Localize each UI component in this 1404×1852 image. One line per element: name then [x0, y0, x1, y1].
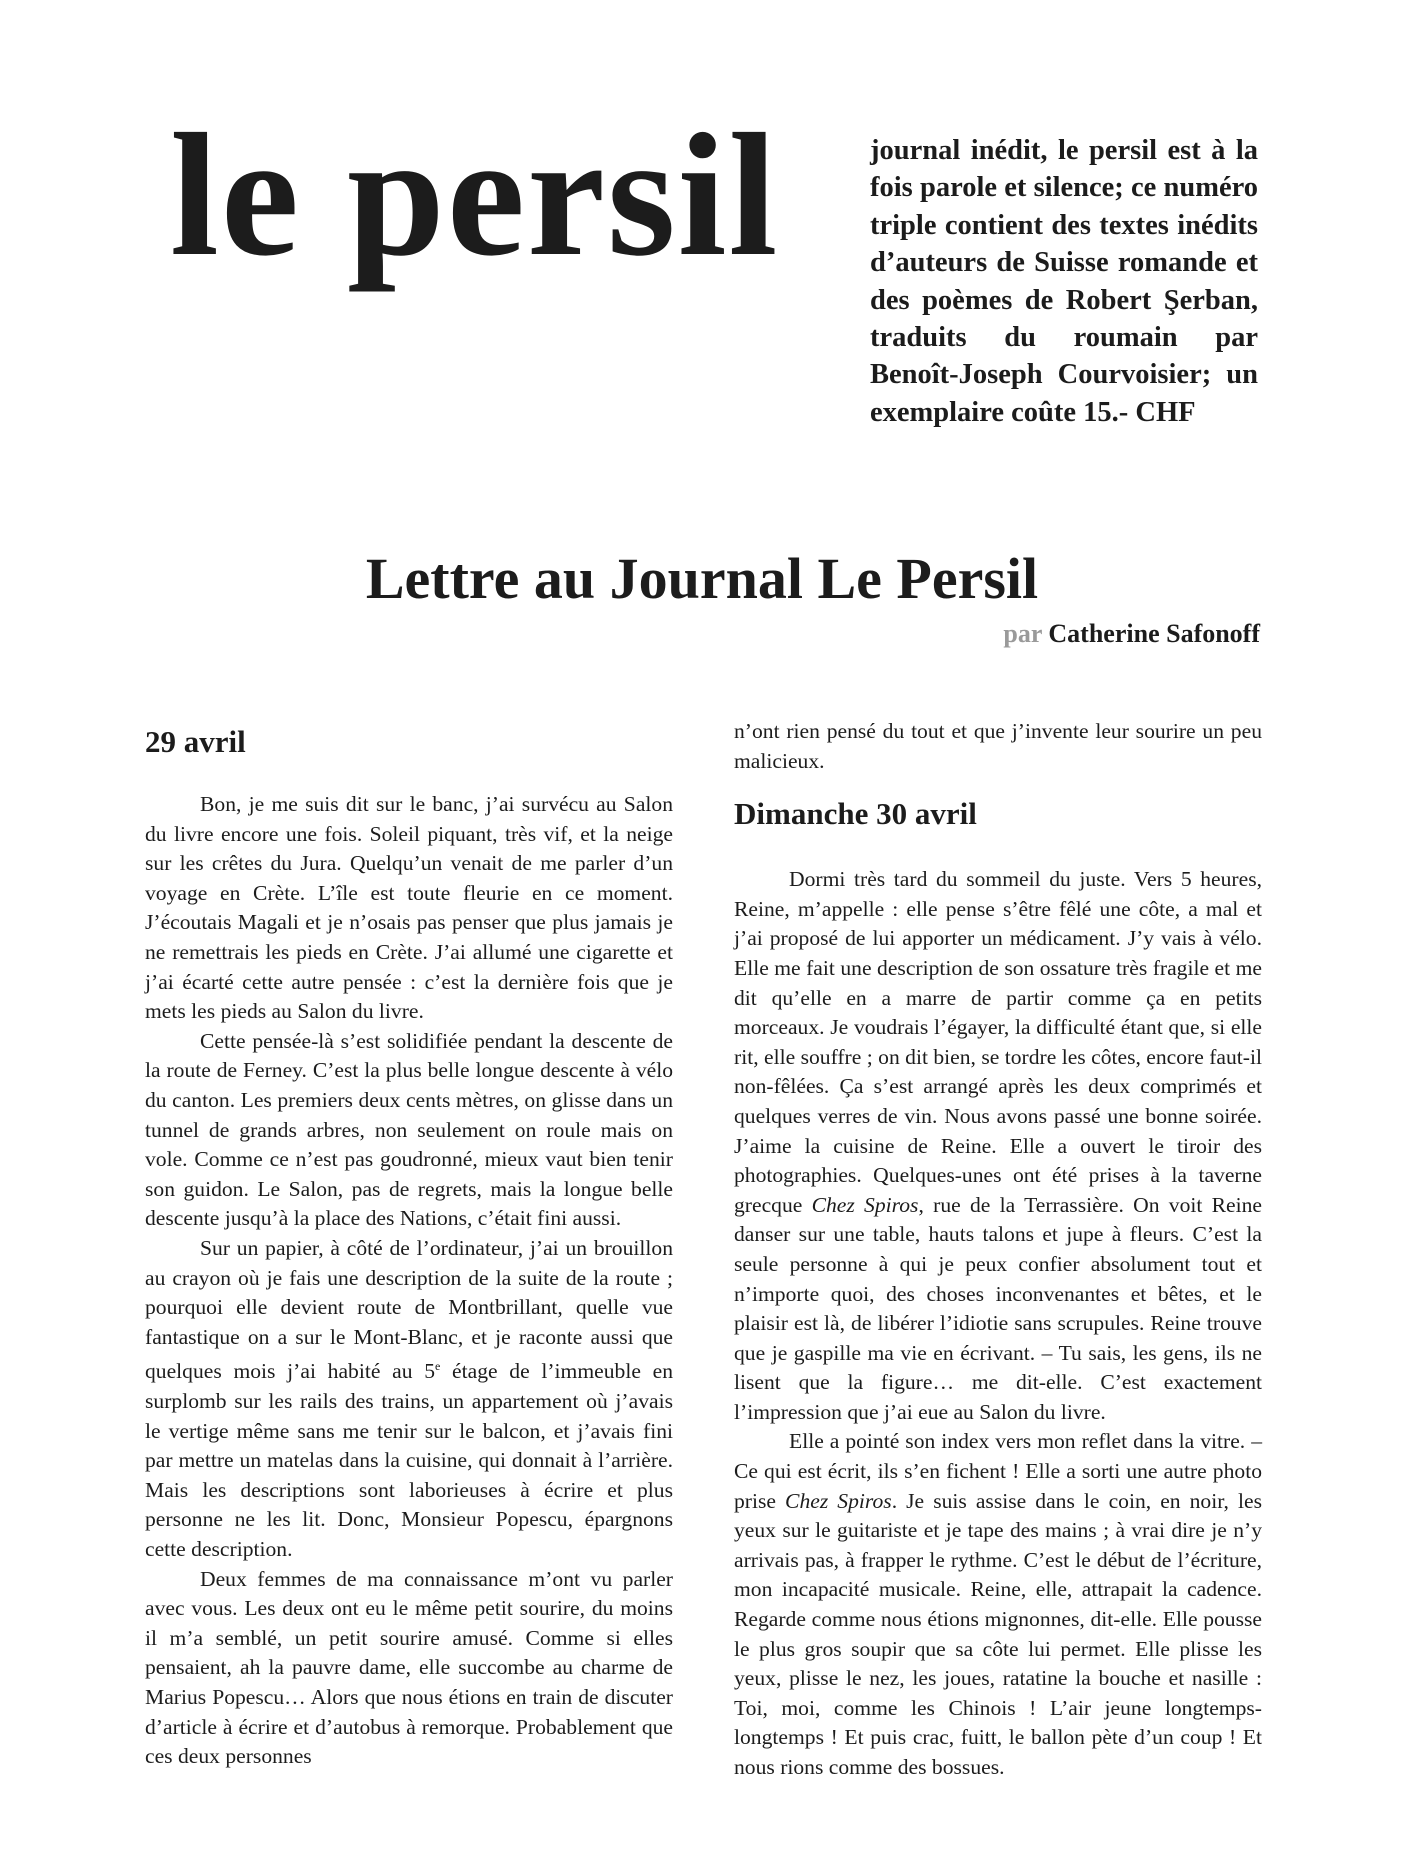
paragraph-text: Dormi très tard du sommeil du juste. Vers 5 heures, Reine, m’appelle : elle pense s’être fêlé une côte, a mal et j’ai proposé de lui apporter un médicament. J’y vais à vélo. Elle me fait une description de son ossature très fragile et me dit qu’elle en a marre de partir comme ça en petits morceaux. Je voudrais l’égayer, la difficulté étant que, si elle rit, elle souffre ; on dit bien, se tordre les côtes, encore faut-il non-fêlées. Ça s’est arrangé après les deux comprimés et quelques verres de vin. Nous avons passé une bonne soirée. J’aime la cuisine de Reine. Elle a ouvert le tiroir des photographies. Quelques-unes ont été prises à la taverne grecque — [734, 867, 1262, 1217]
paragraph-text: , rue de la Terrassière. On voit Reine danser sur une table, hauts talons et jupe à fleurs. C’est la seule personne à qui je peux confier absolument tout et n’importe quoi, des choses inconvenantes et bêtes, et le plaisir est là, de libérer l’idiotie sans scrupules. Reine trouve que je gaspille ma vie en écrivant. – Tu sais, les gens, ils ne lisent que la figure… me dit-elle. C’est exactement l’impression que j’ai eue au Salon du livre. — [734, 1192, 1263, 1424]
paragraph: Cette pensée-là s’est solidifiée pendant la descente de la route de Ferney. C’est la plus belle longue descente à vélo du canton. Les premiers deux cents mètres, on glisse dans un tunnel de grands arbres, non seulement on roule mais on vole. Comme ce n’est pas goudronné, mieux vaut bien tenir son guidon. Le Salon, pas de regrets, mais la longue belle descente jusqu’à la place des Nations, c’était fini aussi. — [145, 1028, 673, 1231]
superscript: e — [435, 1359, 441, 1374]
paragraph-text: . Je suis assise dans le coin, en noir, les yeux sur le guitariste et je tape des mains ; à vrai dire je n’y arrivais pas, à frapper le rythme. C’est le début de l’écriture, mon incapacité musicale. Reine, elle, attrapait la cadence. Regarde comme nous étions mignonnes, dit-elle. Elle pousse le plus gros soupir que sa côte lui permet. Elle plisse les yeux, plisse le nez, les joues, ratatine la bouche et nasille : Toi, moi, comme les Chinois ! L’air jeune longtemps-longtemps ! Et puis crac, fuitt, le ballon pète d’un coup ! Et nous rions comme des bossues. — [734, 1488, 1263, 1779]
byline — [1003, 619, 1260, 649]
journal-title: le persil — [170, 98, 780, 293]
paragraph — [734, 865, 1262, 1427]
italic-place-name: Chez Spiros — [785, 1488, 892, 1513]
entry-date-heading: Dimanche 30 avril — [734, 796, 977, 832]
paragraph-text: étage de l’immeuble en surplomb sur les rails des trains, un appartement où j’avais le vertige même sans me tenir sur le balcon, et j’avais fini par mettre un matelas dans la cuisine, qui donnait à l’arrière. Mais les descriptions sont laborieuses à écrire et plus personne ne les lit. Donc, Monsieur Popescu, épargnons cette description. — [145, 1359, 674, 1562]
paragraph — [734, 1427, 1262, 1782]
paragraph-text: Elle a pointé son index vers mon reflet dans la vitre. – Ce qui est écrit, ils s’en fichent ! Elle a sorti une autre photo prise — [734, 1429, 1262, 1513]
right-column — [734, 717, 1262, 1783]
paragraph: Bon, je me suis dit sur le banc, j’ai survécu au Salon du livre encore une fois. Soleil piquant, très vif, et la neige sur les crêtes du Jura. Quelqu’un venait de me parler d’un voyage en Crète. L’île est toute fleurie en ce moment. J’écoutais Magali et je n’osais pas penser que plus jamais je ne remettrais les pieds en Crète. J’ai allumé une cigarette et j’ai écarté cette autre pensée : c’est la dernière fois que je mets les pieds au Salon du livre. — [145, 792, 673, 1024]
paragraph: Deux femmes de ma connaissance m’ont vu parler avec vous. Les deux ont eu le même petit sourire, du moins il m’a semblé, un petit sourire amusé. Comme si elles pensaient, ah la pauvre dame, elle succombe au charme de Marius Popescu… Alors que nous étions en train de discuter d’article à écrire et d’autobus à remorque. Probablement que ces deux personnes — [145, 1566, 673, 1769]
author-name: Catherine Safonoff — [1048, 619, 1260, 648]
article-title: Lettre au Journal Le Persil — [365, 546, 1039, 611]
italic-place-name: Chez Spiros — [811, 1192, 919, 1217]
paragraph-continuation: n’ont rien pensé du tout et que j’invente leur sourire un peu malicieux. — [734, 719, 1262, 773]
entry-date-heading: 29 avril — [145, 724, 246, 759]
paragraph-text: Sur un papier, à côté de l’ordinateur, j’ai un brouillon au crayon où je fais une description de la suite de la route ; pourquoi elle devient route de Montbrillant, quelle vue fantastique on a sur le Mont-Blanc, et je raconte aussi que quelques mois j’ai habité au 5 — [145, 1235, 673, 1384]
journal-description: journal inédit, le persil est à la fois parole et silence; ce numéro triple contient des textes inédits d’auteurs de Suisse romande et des poèmes de Robert Şerban, traduits du roumain par Benoît-Joseph Courvoisier; un exemplaire coûte 15.- CHF — [870, 135, 1258, 428]
left-column — [145, 716, 673, 1772]
paragraph — [145, 1234, 673, 1565]
byline-prefix: par — [1003, 619, 1042, 648]
